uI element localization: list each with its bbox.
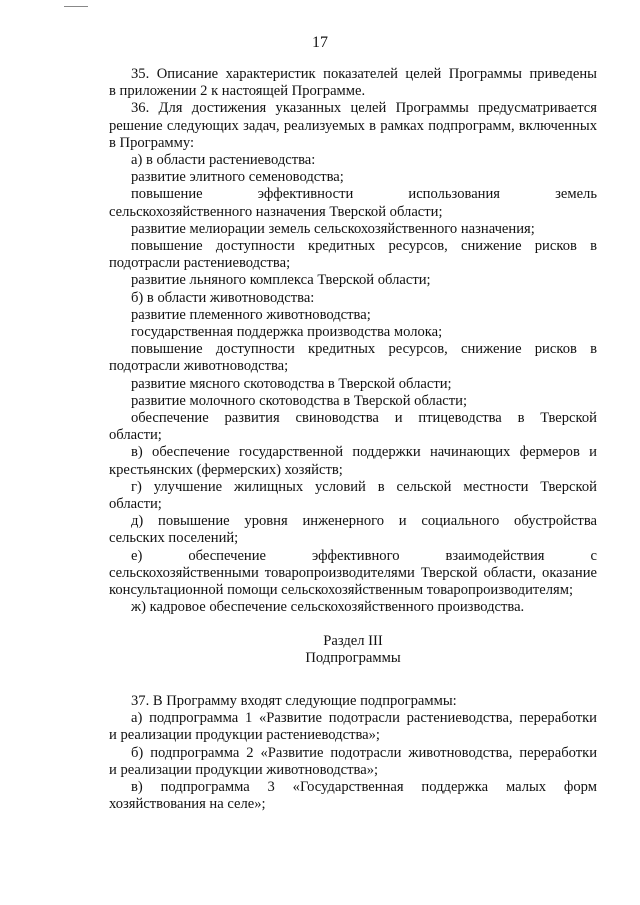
list-item: повышение доступности кредитных ресурсов, снижение рисков в	[131, 238, 597, 255]
scan-edge-mark	[64, 6, 88, 7]
list-item: обеспечение развития свиноводства и птицеводства в Тверской	[131, 410, 597, 427]
list-item-continuation: сельских поселений;	[109, 530, 239, 547]
paragraph-36-line-1: 36. Для достижения указанных целей Программы предусматривается	[131, 100, 597, 117]
list-item-continuation: подотрасли животноводства;	[109, 358, 289, 375]
list-item-continuation: и реализации продукции животноводства»;	[109, 761, 379, 778]
list-item: развитие молочного скотоводства в Тверской области;	[131, 392, 468, 409]
list-item-continuation: сельскохозяйственными товаропроизводителями Тверской области, оказание	[109, 564, 597, 581]
list-v: в) обеспечение государственной поддержки начинающих фермеров и	[131, 444, 597, 461]
list-g: г) улучшение жилищных условий в сельской местности Тверской	[131, 478, 597, 495]
paragraph-37: 37. В Программу входят следующие подпрограммы:	[131, 692, 457, 709]
list-item: повышение доступности кредитных ресурсов, снижение рисков в	[131, 341, 597, 358]
list-item: развитие племенного животноводства;	[131, 306, 371, 323]
list-item-continuation: консультационной помощи сельскохозяйственным товаропроизводителям;	[109, 582, 574, 599]
document-body	[109, 66, 597, 813]
list-zh: ж) кадровое обеспечение сельскохозяйственного производства.	[131, 599, 525, 616]
list-item: развитие элитного семеноводства;	[131, 169, 344, 186]
paragraph-36-line-2: решение следующих задач, реализуемых в рамках подпрограмм, включенных	[109, 117, 597, 134]
list-a-heading: а) в области растениеводства:	[131, 152, 316, 169]
subprogram-item: в) подпрограмма 3 «Государственная поддержка малых форм	[131, 778, 597, 795]
list-e: е) обеспечение эффективного взаимодействия с	[131, 547, 597, 564]
section-number: Раздел III	[323, 632, 383, 649]
list-item-continuation: крестьянских (фермерских) хозяйств;	[109, 461, 343, 478]
list-item: развитие мелиорации земель сельскохозяйственного назначения;	[131, 220, 535, 237]
list-item-continuation: хозяйствования на селе»;	[109, 796, 266, 813]
paragraph-36-line-3: в Программу:	[109, 134, 195, 151]
subprogram-item: б) подпрограмма 2 «Развитие подотрасли животноводства, переработки	[131, 744, 597, 761]
list-item-continuation: и реализации продукции растениеводства»;	[109, 727, 380, 744]
list-item-continuation: подотрасли растениеводства;	[109, 255, 291, 272]
list-item-continuation: области;	[109, 427, 162, 444]
list-d: д) повышение уровня инженерного и социального обустройства	[131, 513, 597, 530]
page-number: 17	[312, 34, 328, 51]
paragraph-35-line-2: в приложении 2 к настоящей Программе.	[109, 83, 366, 100]
list-item: развитие льняного комплекса Тверской области;	[131, 272, 431, 289]
subprogram-item: а) подпрограмма 1 «Развитие подотрасли растениеводства, переработки	[131, 710, 597, 727]
list-item: повышение эффективности использования земель	[131, 186, 597, 203]
paragraph-35-line-1: 35. Описание характеристик показателей целей Программы приведены	[131, 66, 597, 82]
list-item: развитие мясного скотоводства в Тверской области;	[131, 375, 452, 392]
section-title: Подпрограммы	[305, 649, 401, 666]
list-b-heading: б) в области животноводства:	[131, 289, 315, 306]
list-item: государственная поддержка производства молока;	[131, 324, 443, 341]
list-item-continuation: сельскохозяйственного назначения Тверской области;	[109, 203, 443, 220]
list-item-continuation: области;	[109, 496, 162, 513]
